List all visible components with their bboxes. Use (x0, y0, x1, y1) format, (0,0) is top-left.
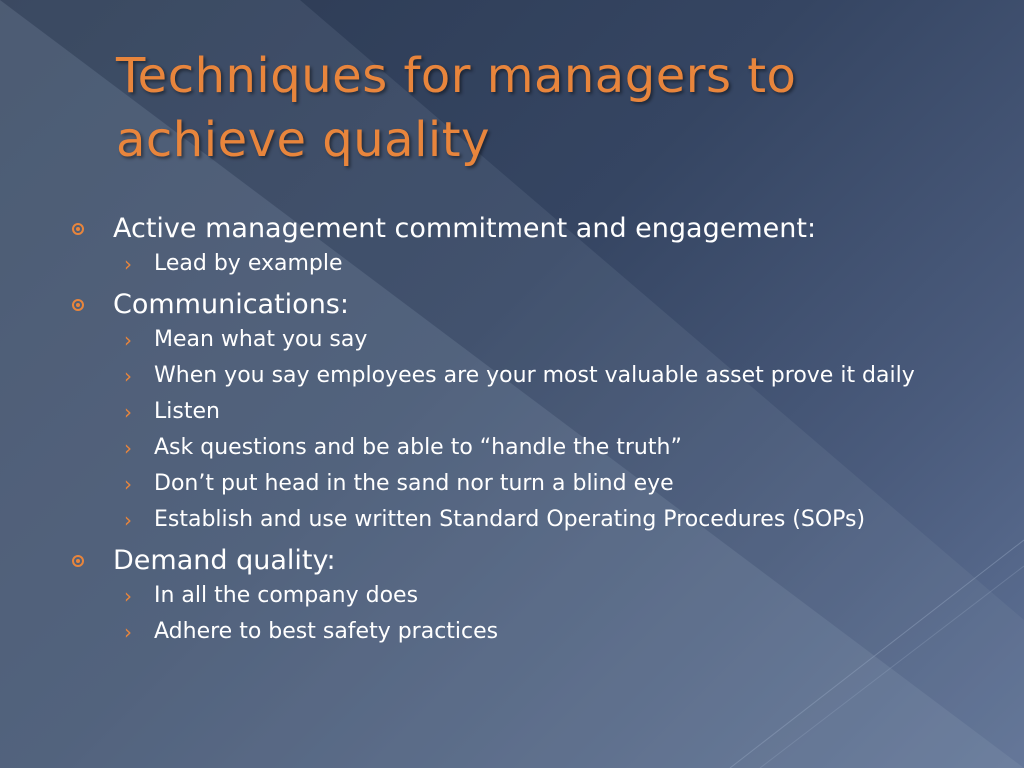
bullet-level1 (68, 286, 968, 324)
chevron-right-icon: › (124, 364, 132, 388)
bullet-text: Active management commitment and engagement: (113, 213, 817, 244)
bullet-level2 (68, 506, 968, 534)
bullet-level2 (68, 362, 968, 390)
bullet-level2 (68, 250, 968, 278)
bullet-text: Communications: (113, 289, 349, 320)
circled-dot-icon (72, 223, 84, 235)
bullet-level2 (68, 398, 968, 426)
chevron-right-icon: › (124, 620, 132, 644)
bullet-text: Don’t put head in the sand nor turn a blind eye (154, 471, 674, 496)
bullet-text: Mean what you say (154, 327, 368, 352)
chevron-right-icon: › (124, 328, 132, 352)
bullet-level1 (68, 542, 968, 580)
bullet-level2 (68, 326, 968, 354)
bullet-text: Ask questions and be able to “handle the truth” (154, 435, 682, 460)
slide-title: Techniques for managers to achieve quality (116, 48, 797, 168)
bullet-text: Establish and use written Standard Operating Procedures (SOPs) (154, 507, 866, 532)
bullet-text: When you say employees are your most valuable asset prove it daily (154, 363, 915, 388)
chevron-right-icon: › (124, 472, 132, 496)
bullet-text: In all the company does (154, 583, 419, 608)
bullet-level2 (68, 434, 968, 462)
bullet-text: Adhere to best safety practices (154, 619, 499, 644)
circled-dot-icon (72, 299, 84, 311)
bullet-level2 (68, 618, 968, 646)
chevron-right-icon: › (124, 508, 132, 532)
chevron-right-icon: › (124, 584, 132, 608)
chevron-right-icon: › (124, 436, 132, 460)
bullet-text: Demand quality: (113, 545, 336, 576)
chevron-right-icon: › (124, 400, 132, 424)
circled-dot-icon (72, 555, 84, 567)
bullet-level2 (68, 582, 968, 610)
bullet-text: Lead by example (154, 251, 343, 276)
slide-body (68, 210, 968, 652)
bullet-text: Listen (154, 399, 220, 424)
bullet-level2 (68, 470, 968, 498)
chevron-right-icon: › (124, 252, 132, 276)
bullet-level1 (68, 210, 968, 248)
